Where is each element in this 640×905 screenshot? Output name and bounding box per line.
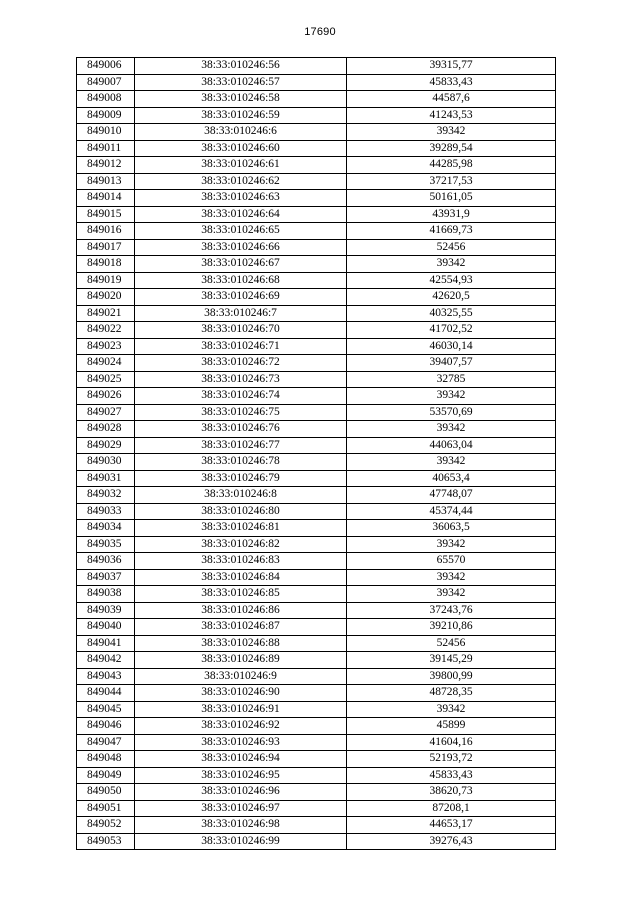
cadastral-number-cell: 38:33:010246:69 [135, 289, 347, 306]
cadastral-value-cell: 39289,54 [347, 140, 556, 157]
row-id-cell: 849045 [77, 701, 135, 718]
row-id-cell: 849006 [77, 58, 135, 75]
cadastral-value-cell: 45833,43 [347, 74, 556, 91]
cadastral-value-cell: 42554,93 [347, 272, 556, 289]
cadastral-number-cell: 38:33:010246:75 [135, 404, 347, 421]
cadastral-value-cell: 44587,6 [347, 91, 556, 108]
cadastral-value-cell: 39210,86 [347, 619, 556, 636]
row-id-cell: 849043 [77, 668, 135, 685]
cadastral-number-cell: 38:33:010246:80 [135, 503, 347, 520]
cadastral-number-cell: 38:33:010246:72 [135, 355, 347, 372]
cadastral-number-cell: 38:33:010246:66 [135, 239, 347, 256]
row-id-cell: 849012 [77, 157, 135, 174]
row-id-cell: 849053 [77, 833, 135, 850]
table-row [77, 173, 556, 190]
table-row [77, 256, 556, 273]
cadastral-number-cell: 38:33:010246:99 [135, 833, 347, 850]
table-row [77, 371, 556, 388]
cadastral-number-cell: 38:33:010246:92 [135, 718, 347, 735]
table-row [77, 536, 556, 553]
cadastral-value-cell: 45833,43 [347, 767, 556, 784]
table-row [77, 833, 556, 850]
cadastral-value-cell: 39800,99 [347, 668, 556, 685]
cadastral-value-cell: 39342 [347, 388, 556, 405]
cadastral-value-cell: 41669,73 [347, 223, 556, 240]
row-id-cell: 849013 [77, 173, 135, 190]
row-id-cell: 849042 [77, 652, 135, 669]
cadastral-value-cell: 32785 [347, 371, 556, 388]
table-row [77, 751, 556, 768]
table-row [77, 58, 556, 75]
table-row [77, 602, 556, 619]
cadastral-value-cell: 52456 [347, 635, 556, 652]
cadastral-number-cell: 38:33:010246:73 [135, 371, 347, 388]
table-row [77, 421, 556, 438]
cadastral-value-cell: 38620,73 [347, 784, 556, 801]
row-id-cell: 849030 [77, 454, 135, 471]
row-id-cell: 849014 [77, 190, 135, 207]
cadastral-value-cell: 47748,07 [347, 487, 556, 504]
table-row [77, 272, 556, 289]
cadastral-number-cell: 38:33:010246:82 [135, 536, 347, 553]
row-id-cell: 849048 [77, 751, 135, 768]
row-id-cell: 849029 [77, 437, 135, 454]
table-row [77, 635, 556, 652]
cadastral-number-cell: 38:33:010246:68 [135, 272, 347, 289]
cadastral-number-cell: 38:33:010246:70 [135, 322, 347, 339]
cadastral-number-cell: 38:33:010246:77 [135, 437, 347, 454]
row-id-cell: 849033 [77, 503, 135, 520]
cadastral-value-cell: 39342 [347, 701, 556, 718]
row-id-cell: 849023 [77, 338, 135, 355]
table-row [77, 239, 556, 256]
cadastral-value-cell: 39276,43 [347, 833, 556, 850]
cadastral-number-cell: 38:33:010246:67 [135, 256, 347, 273]
cadastral-number-cell: 38:33:010246:57 [135, 74, 347, 91]
table-row [77, 718, 556, 735]
row-id-cell: 849047 [77, 734, 135, 751]
cadastral-value-cell: 39342 [347, 586, 556, 603]
cadastral-value-cell: 39315,77 [347, 58, 556, 75]
row-id-cell: 849008 [77, 91, 135, 108]
row-id-cell: 849017 [77, 239, 135, 256]
row-id-cell: 849041 [77, 635, 135, 652]
row-id-cell: 849044 [77, 685, 135, 702]
cadastral-value-cell: 44063,04 [347, 437, 556, 454]
cadastral-number-cell: 38:33:010246:90 [135, 685, 347, 702]
cadastral-number-cell: 38:33:010246:7 [135, 305, 347, 322]
table-row [77, 800, 556, 817]
cadastral-number-cell: 38:33:010246:59 [135, 107, 347, 124]
table-row [77, 404, 556, 421]
row-id-cell: 849020 [77, 289, 135, 306]
cadastral-value-cell: 39342 [347, 569, 556, 586]
table-row [77, 124, 556, 141]
cadastral-number-cell: 38:33:010246:97 [135, 800, 347, 817]
cadastral-number-cell: 38:33:010246:87 [135, 619, 347, 636]
table-row [77, 355, 556, 372]
row-id-cell: 849011 [77, 140, 135, 157]
row-id-cell: 849052 [77, 817, 135, 834]
row-id-cell: 849022 [77, 322, 135, 339]
cadastral-value-cell: 52193,72 [347, 751, 556, 768]
table-row [77, 305, 556, 322]
table-row [77, 569, 556, 586]
cadastral-number-cell: 38:33:010246:62 [135, 173, 347, 190]
row-id-cell: 849010 [77, 124, 135, 141]
row-id-cell: 849046 [77, 718, 135, 735]
cadastral-number-cell: 38:33:010246:76 [135, 421, 347, 438]
table-row [77, 91, 556, 108]
table-row [77, 107, 556, 124]
table-body [77, 58, 556, 850]
cadastral-value-cell: 41702,52 [347, 322, 556, 339]
cadastral-number-cell: 38:33:010246:85 [135, 586, 347, 603]
cadastral-number-cell: 38:33:010246:81 [135, 520, 347, 537]
cadastral-number-cell: 38:33:010246:91 [135, 701, 347, 718]
cadastral-value-cell: 50161,05 [347, 190, 556, 207]
table-row [77, 140, 556, 157]
cadastral-number-cell: 38:33:010246:60 [135, 140, 347, 157]
row-id-cell: 849021 [77, 305, 135, 322]
cadastral-number-cell: 38:33:010246:8 [135, 487, 347, 504]
cadastral-number-cell: 38:33:010246:56 [135, 58, 347, 75]
table-row [77, 223, 556, 240]
table-row [77, 503, 556, 520]
cadastral-number-cell: 38:33:010246:71 [135, 338, 347, 355]
cadastral-number-cell: 38:33:010246:63 [135, 190, 347, 207]
row-id-cell: 849016 [77, 223, 135, 240]
cadastral-value-cell: 42620,5 [347, 289, 556, 306]
cadastral-number-cell: 38:33:010246:6 [135, 124, 347, 141]
cadastral-number-cell: 38:33:010246:89 [135, 652, 347, 669]
table-row [77, 652, 556, 669]
cadastral-number-cell: 38:33:010246:58 [135, 91, 347, 108]
table-row [77, 784, 556, 801]
table-row [77, 553, 556, 570]
table-row [77, 190, 556, 207]
cadastral-number-cell: 38:33:010246:78 [135, 454, 347, 471]
row-id-cell: 849007 [77, 74, 135, 91]
cadastral-number-cell: 38:33:010246:86 [135, 602, 347, 619]
cadastral-number-cell: 38:33:010246:95 [135, 767, 347, 784]
table-row [77, 520, 556, 537]
table-row [77, 767, 556, 784]
row-id-cell: 849051 [77, 800, 135, 817]
cadastral-value-cell: 44285,98 [347, 157, 556, 174]
table-row [77, 454, 556, 471]
cadastral-value-cell: 37243,76 [347, 602, 556, 619]
table-row [77, 668, 556, 685]
cadastral-number-cell: 38:33:010246:83 [135, 553, 347, 570]
cadastral-value-cell: 53570,69 [347, 404, 556, 421]
row-id-cell: 849025 [77, 371, 135, 388]
cadastral-value-cell: 87208,1 [347, 800, 556, 817]
cadastral-value-cell: 39407,57 [347, 355, 556, 372]
table-row [77, 437, 556, 454]
cadastral-number-cell: 38:33:010246:96 [135, 784, 347, 801]
cadastral-number-cell: 38:33:010246:98 [135, 817, 347, 834]
row-id-cell: 849035 [77, 536, 135, 553]
cadastral-number-cell: 38:33:010246:61 [135, 157, 347, 174]
table-row [77, 586, 556, 603]
page-number: 17690 [304, 26, 336, 38]
row-id-cell: 849027 [77, 404, 135, 421]
row-id-cell: 849050 [77, 784, 135, 801]
cadastral-value-cell: 46030,14 [347, 338, 556, 355]
row-id-cell: 849024 [77, 355, 135, 372]
table-row [77, 388, 556, 405]
cadastral-number-cell: 38:33:010246:79 [135, 470, 347, 487]
cadastral-number-cell: 38:33:010246:9 [135, 668, 347, 685]
cadastral-number-cell: 38:33:010246:84 [135, 569, 347, 586]
cadastral-value-cell: 65570 [347, 553, 556, 570]
row-id-cell: 849009 [77, 107, 135, 124]
cadastral-value-cell: 36063,5 [347, 520, 556, 537]
cadastral-number-cell: 38:33:010246:74 [135, 388, 347, 405]
cadastral-value-cell: 43931,9 [347, 206, 556, 223]
row-id-cell: 849038 [77, 586, 135, 603]
cadastral-value-cell: 39342 [347, 256, 556, 273]
cadastral-value-cell: 40653,4 [347, 470, 556, 487]
row-id-cell: 849015 [77, 206, 135, 223]
cadastral-value-cell: 45899 [347, 718, 556, 735]
table-row [77, 701, 556, 718]
table-row [77, 817, 556, 834]
table-row [77, 322, 556, 339]
cadastral-value-cell: 37217,53 [347, 173, 556, 190]
row-id-cell: 849040 [77, 619, 135, 636]
cadastral-number-cell: 38:33:010246:88 [135, 635, 347, 652]
table-row [77, 206, 556, 223]
row-id-cell: 849028 [77, 421, 135, 438]
table-row [77, 470, 556, 487]
cadastral-value-cell: 41604,16 [347, 734, 556, 751]
table-row [77, 734, 556, 751]
cadastral-value-table [76, 57, 556, 850]
cadastral-number-cell: 38:33:010246:94 [135, 751, 347, 768]
cadastral-value-cell: 41243,53 [347, 107, 556, 124]
cadastral-value-cell: 45374,44 [347, 503, 556, 520]
table-row [77, 338, 556, 355]
row-id-cell: 849018 [77, 256, 135, 273]
cadastral-value-cell: 39145,29 [347, 652, 556, 669]
cadastral-value-cell: 39342 [347, 124, 556, 141]
table-row [77, 487, 556, 504]
table-row [77, 685, 556, 702]
row-id-cell: 849026 [77, 388, 135, 405]
row-id-cell: 849039 [77, 602, 135, 619]
row-id-cell: 849049 [77, 767, 135, 784]
cadastral-number-cell: 38:33:010246:93 [135, 734, 347, 751]
cadastral-value-cell: 44653,17 [347, 817, 556, 834]
row-id-cell: 849037 [77, 569, 135, 586]
cadastral-value-cell: 40325,55 [347, 305, 556, 322]
row-id-cell: 849036 [77, 553, 135, 570]
row-id-cell: 849034 [77, 520, 135, 537]
row-id-cell: 849019 [77, 272, 135, 289]
table-row [77, 289, 556, 306]
cadastral-number-cell: 38:33:010246:65 [135, 223, 347, 240]
cadastral-value-cell: 52456 [347, 239, 556, 256]
cadastral-value-cell: 39342 [347, 454, 556, 471]
table-row [77, 74, 556, 91]
cadastral-value-cell: 48728,35 [347, 685, 556, 702]
cadastral-value-cell: 39342 [347, 421, 556, 438]
cadastral-number-cell: 38:33:010246:64 [135, 206, 347, 223]
cadastral-value-cell: 39342 [347, 536, 556, 553]
row-id-cell: 849031 [77, 470, 135, 487]
row-id-cell: 849032 [77, 487, 135, 504]
table-row [77, 619, 556, 636]
table-row [77, 157, 556, 174]
